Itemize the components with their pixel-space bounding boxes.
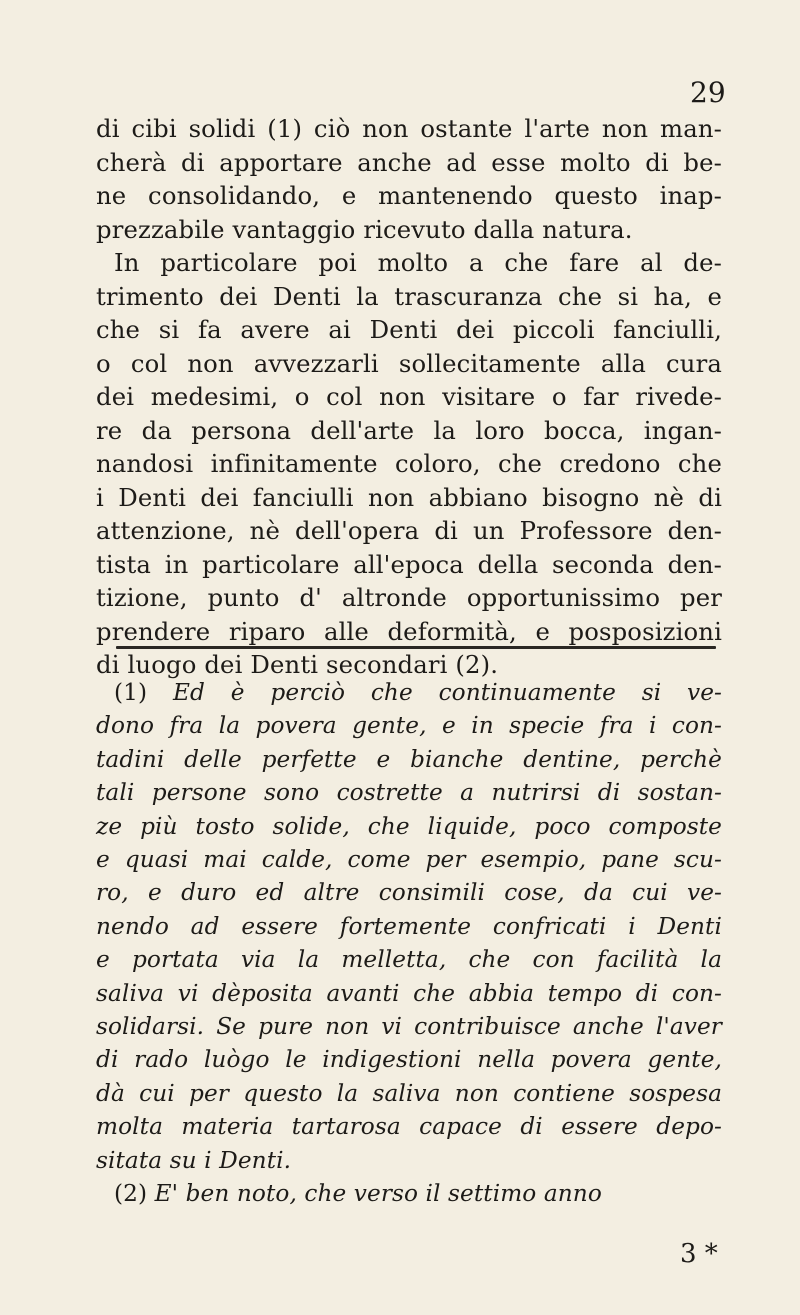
footnote-line: molta materia tartarosa capace di essere depo-	[96, 1113, 722, 1141]
footnote-text: Ed è perciò che continuamente si ve-	[172, 679, 722, 706]
footnote-divider	[116, 646, 716, 649]
text-line: tista in particolare all'epoca della seconda den-	[96, 549, 722, 579]
text-line: ne consolidando, e mantenendo questo inap-	[96, 181, 722, 210]
footnote-marker: (1)	[114, 679, 148, 706]
footnote-line: di rado luògo le indigestioni nella povera gente,	[96, 1046, 722, 1074]
signature-mark: 3 *	[680, 1239, 718, 1269]
text-line: di cibi solidi (1) ciò non ostante l'arte non man-	[96, 114, 722, 143]
footnote-line: sitata su i Denti.	[96, 1146, 292, 1174]
text-line: trimento dei Denti la trascuranza che si ha, e	[96, 281, 722, 311]
footnote-line: saliva vi dèposita avanti che abbia tempo di con-	[96, 979, 722, 1007]
text-line: prezzabile vantaggio ricevuto dalla natura.	[96, 214, 633, 244]
footnote-line: dà cui per questo la saliva non contiene sospesa	[96, 1079, 722, 1107]
footnotes	[96, 676, 722, 1211]
text-line: nandosi infinitamente coloro, che credono che	[96, 449, 722, 478]
text-line: prendere riparo alle deformità, e posposizioni	[96, 616, 722, 646]
footnote-line	[96, 676, 722, 709]
footnote-line: tali persone sono costrette a nutrirsi di sostan-	[96, 779, 722, 807]
main-text	[96, 112, 722, 682]
text-line: re da persona dell'arte la loro bocca, ingan-	[96, 415, 722, 445]
footnote-line: e portata via la melletta, che con facilità la	[96, 946, 722, 974]
footnote-line: nendo ad essere fortemente confricati i Denti	[96, 912, 722, 940]
text-line: di luogo dei Denti secondari (2).	[96, 650, 499, 679]
text-line: dei medesimi, o col non visitare o far rivede-	[96, 382, 722, 411]
footnote-line: ze più tosto solide, che liquide, poco composte	[96, 812, 722, 840]
footnote-line: ro, e duro ed altre consimili cose, da cui ve-	[96, 879, 722, 907]
text-line: In particolare poi molto a che fare al de-	[114, 248, 722, 277]
footnote-text: E' ben noto, che verso il settimo anno	[154, 1180, 602, 1208]
text-line: che si fa avere ai Denti dei piccoli fanciulli,	[96, 315, 722, 344]
footnote-marker: (2)	[114, 1180, 148, 1208]
text-line: attenzione, nè dell'opera di un Professore den-	[96, 516, 722, 545]
footnote-line: tadini delle perfette e bianche dentine, perchè	[96, 745, 722, 773]
text-line: cherà di apportare anche ad esse molto di be-	[96, 147, 722, 177]
footnote-line: solidarsi. Se pure non vi contribuisce anche l'aver	[96, 1013, 722, 1041]
page-number: 29	[690, 76, 726, 109]
text-line: tizione, punto d' altronde opportunissimo per	[96, 583, 722, 612]
footnote-line: e quasi mai calde, come per esempio, pane scu-	[96, 846, 722, 874]
footnote-line	[96, 1177, 722, 1210]
footnote-line: dono fra la povera gente, e in specie fra i con-	[96, 712, 722, 740]
text-line: i Denti dei fanciulli non abbiano bisogno nè di	[96, 482, 722, 512]
text-line: o col non avvezzarli sollecitamente alla cura	[96, 348, 722, 378]
